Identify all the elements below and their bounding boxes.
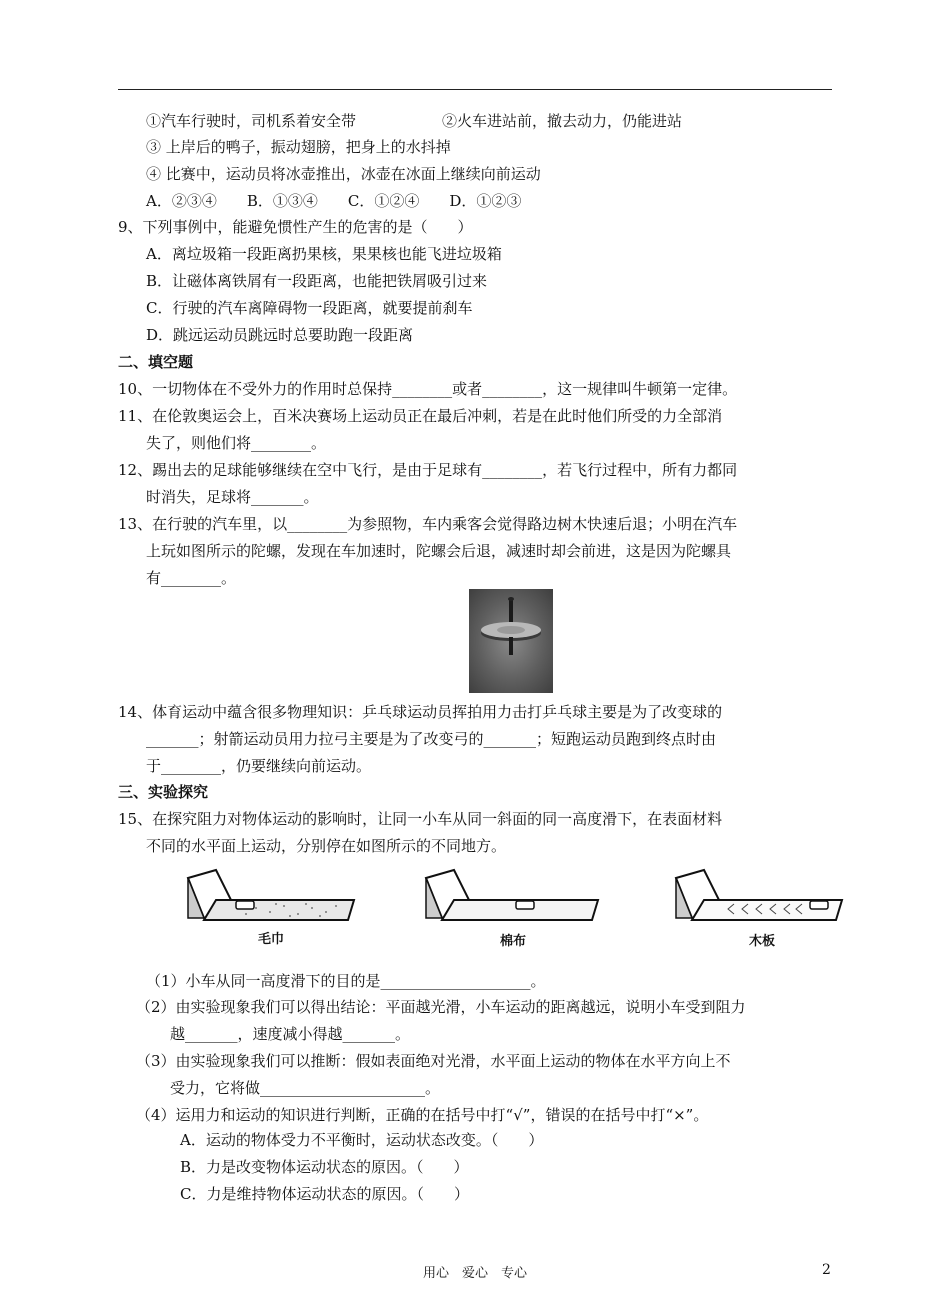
q14-line2: _______；射箭运动员用力拉弓主要是为了改变弓的_______；短跑运动员跑到终点时由 bbox=[146, 730, 717, 748]
q13-line2: 上玩如图所示的陀螺，发现在车加速时，陀螺会后退，减速时却会前进，这是因为陀螺具 bbox=[146, 542, 732, 560]
q8-option-3: ③ 上岸后的鸭子，振动翅膀，把身上的水抖掉 bbox=[146, 138, 451, 156]
q15-sub3-line1: （3）由实验现象我们可以推断：假如表面绝对光滑，水平面上运动的物体在水平方向上不 bbox=[136, 1052, 731, 1070]
q15-sub4-option-a: A．运动的物体受力不平衡时，运动状态改变。（ ） bbox=[180, 1131, 544, 1149]
q12-line1: 12、踢出去的足球能够继续在空中飞行，是由于足球有________，若飞行过程中，所有力都同 bbox=[118, 461, 738, 479]
q10: 10、一切物体在不受外力的作用时总保持________或者________，这一规律叫牛顿第一定律。 bbox=[118, 380, 738, 398]
caption-cotton: 棉布 bbox=[500, 934, 527, 949]
q14-line1: 14、体育运动中蕴含很多物理知识：乒乓球运动员挥拍用力击打乒乓球主要是为了改变球的 bbox=[118, 703, 723, 721]
q11-line1: 11、在伦敦奥运会上，百米决赛场上运动员正在最后冲刺，若是在此时他们所受的力全部消 bbox=[118, 407, 723, 425]
q15-sub4-option-c: C．力是维持物体运动状态的原因。（ ） bbox=[180, 1185, 469, 1203]
q15-sub4-option-b: B．力是改变物体运动状态的原因。（ ） bbox=[180, 1158, 469, 1176]
q15-sub3-line2: 受力，它将做______________________。 bbox=[170, 1079, 441, 1097]
section-heading-experiment: 三、实验探究 bbox=[118, 783, 209, 801]
header-rule bbox=[118, 89, 832, 90]
q8-option-4: ④ 比赛中，运动员将冰壶推出，冰壶在冰面上继续向前运动 bbox=[146, 165, 541, 183]
q9-option-b: B．让磁体离铁屑有一段距离，也能把铁屑吸引过来 bbox=[146, 272, 488, 290]
spinning-top-photo bbox=[469, 589, 553, 693]
ramp-cotton-icon bbox=[424, 868, 602, 924]
q15-sub2-line2: 越_______，速度减小得越_______。 bbox=[170, 1025, 411, 1043]
ramp-wood-icon bbox=[674, 868, 846, 924]
caption-towel: 毛巾 bbox=[258, 932, 285, 947]
ramp-figure-wood bbox=[674, 868, 846, 928]
q9-option-d: D．跳远运动员跳远时总要助跑一段距离 bbox=[146, 326, 414, 344]
q13-line1: 13、在行驶的汽车里，以________为参照物，车内乘客会觉得路边树木快速后退；小明在汽车 bbox=[118, 515, 738, 533]
q8-choices: A．②③④ B．①③④ C．①②④ D．①②③ bbox=[146, 192, 522, 210]
q8-option-1: ①汽车行驶时，司机系着安全带 bbox=[146, 112, 357, 130]
ramp-figure-towel bbox=[186, 868, 358, 928]
q15-line2: 不同的水平面上运动，分别停在如图所示的不同地方。 bbox=[146, 837, 507, 855]
q11-line2: 失了，则他们将________。 bbox=[146, 434, 327, 452]
caption-wood: 木板 bbox=[749, 934, 776, 949]
q15-sub2-line1: （2）由实验现象我们可以得出结论：平面越光滑，小车运动的距离越远，说明小车受到阻力 bbox=[136, 998, 746, 1016]
spinning-top-icon bbox=[469, 589, 553, 693]
q9-stem: 9、下列事例中，能避免惯性产生的危害的是（ ） bbox=[118, 218, 473, 236]
q15-sub4: （4）运用力和运动的知识进行判断，正确的在括号中打“√”，错误的在括号中打“×”。 bbox=[136, 1106, 709, 1124]
q14-line3: 于________，仍要继续向前运动。 bbox=[146, 757, 372, 775]
q13-line3: 有________。 bbox=[146, 569, 237, 587]
page-number: 2 bbox=[822, 1262, 831, 1278]
q9-option-c: C．行驶的汽车离障碍物一段距离，就要提前刹车 bbox=[146, 299, 473, 317]
q9-option-a: A．离垃圾箱一段距离扔果核，果果核也能飞进垃圾箱 bbox=[146, 245, 502, 263]
q8-option-2: ②火车进站前，撤去动力，仍能进站 bbox=[442, 112, 683, 130]
ramp-towel-icon bbox=[186, 868, 358, 924]
page-footer: 用心 爱心 专心 bbox=[422, 1266, 527, 1281]
ramp-figure-cotton bbox=[424, 868, 602, 928]
q15-sub1: （1）小车从同一高度滑下的目的是____________________。 bbox=[146, 972, 546, 990]
q15-line1: 15、在探究阻力对物体运动的影响时，让同一小车从同一斜面的同一高度滑下，在表面材料 bbox=[118, 810, 723, 828]
q12-line2: 时消失，足球将_______。 bbox=[146, 488, 319, 506]
section-heading-fill-in: 二、填空题 bbox=[118, 353, 194, 371]
